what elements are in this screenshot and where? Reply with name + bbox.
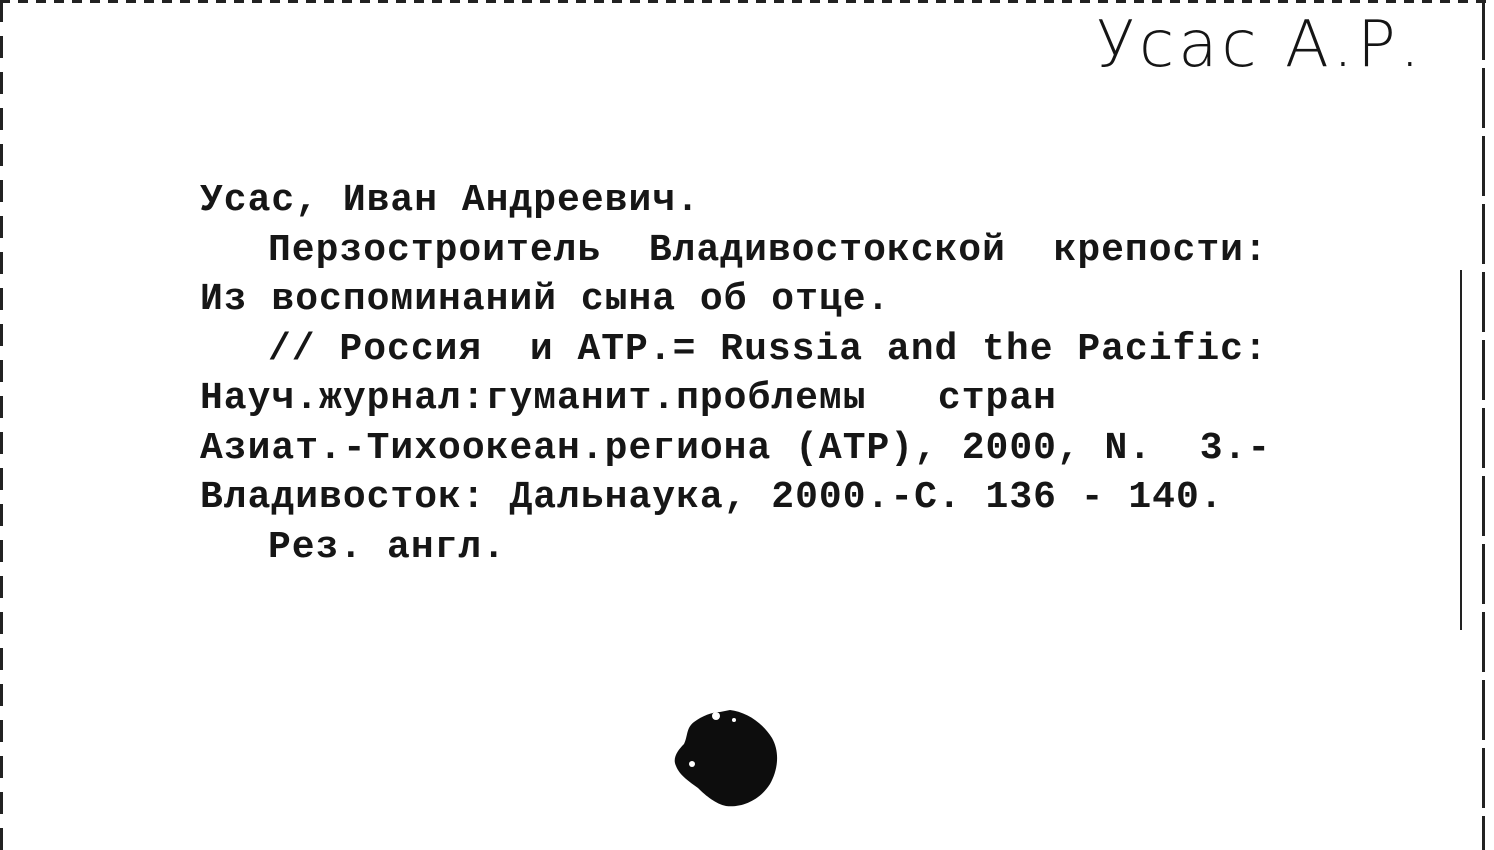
punch-hole-blot — [672, 706, 782, 810]
bibliographic-entry — [200, 176, 1320, 572]
entry-title-line-2: Из воспоминаний сына об отце. — [200, 278, 891, 321]
card-right-inner-edge — [1460, 270, 1462, 630]
entry-source-line-3: Азиат.-Тихоокеан.региона (АТР), 2000, N. 3.- — [200, 426, 1272, 470]
entry-author: Усас, Иван Андреевич. — [200, 179, 700, 222]
handwritten-note: Усас А.Р. — [1096, 8, 1424, 82]
card-top-edge — [0, 0, 1494, 3]
entry-note: Рез. англ. — [268, 525, 507, 569]
card-right-edge — [1482, 0, 1485, 850]
entry-source-line-1: // Россия и АТР.= Russia and the Pacific: — [268, 327, 1268, 371]
entry-source-line-2: Науч.журнал:гуманит.проблемы стран — [200, 377, 1057, 420]
entry-title-line-1: Перзостроитель Владивостокской крепости: — [268, 228, 1268, 272]
entry-source-line-4: Владивосток: Дальнаука, 2000.-С. 136 - 140. — [200, 476, 1224, 519]
card-left-edge — [0, 0, 3, 850]
